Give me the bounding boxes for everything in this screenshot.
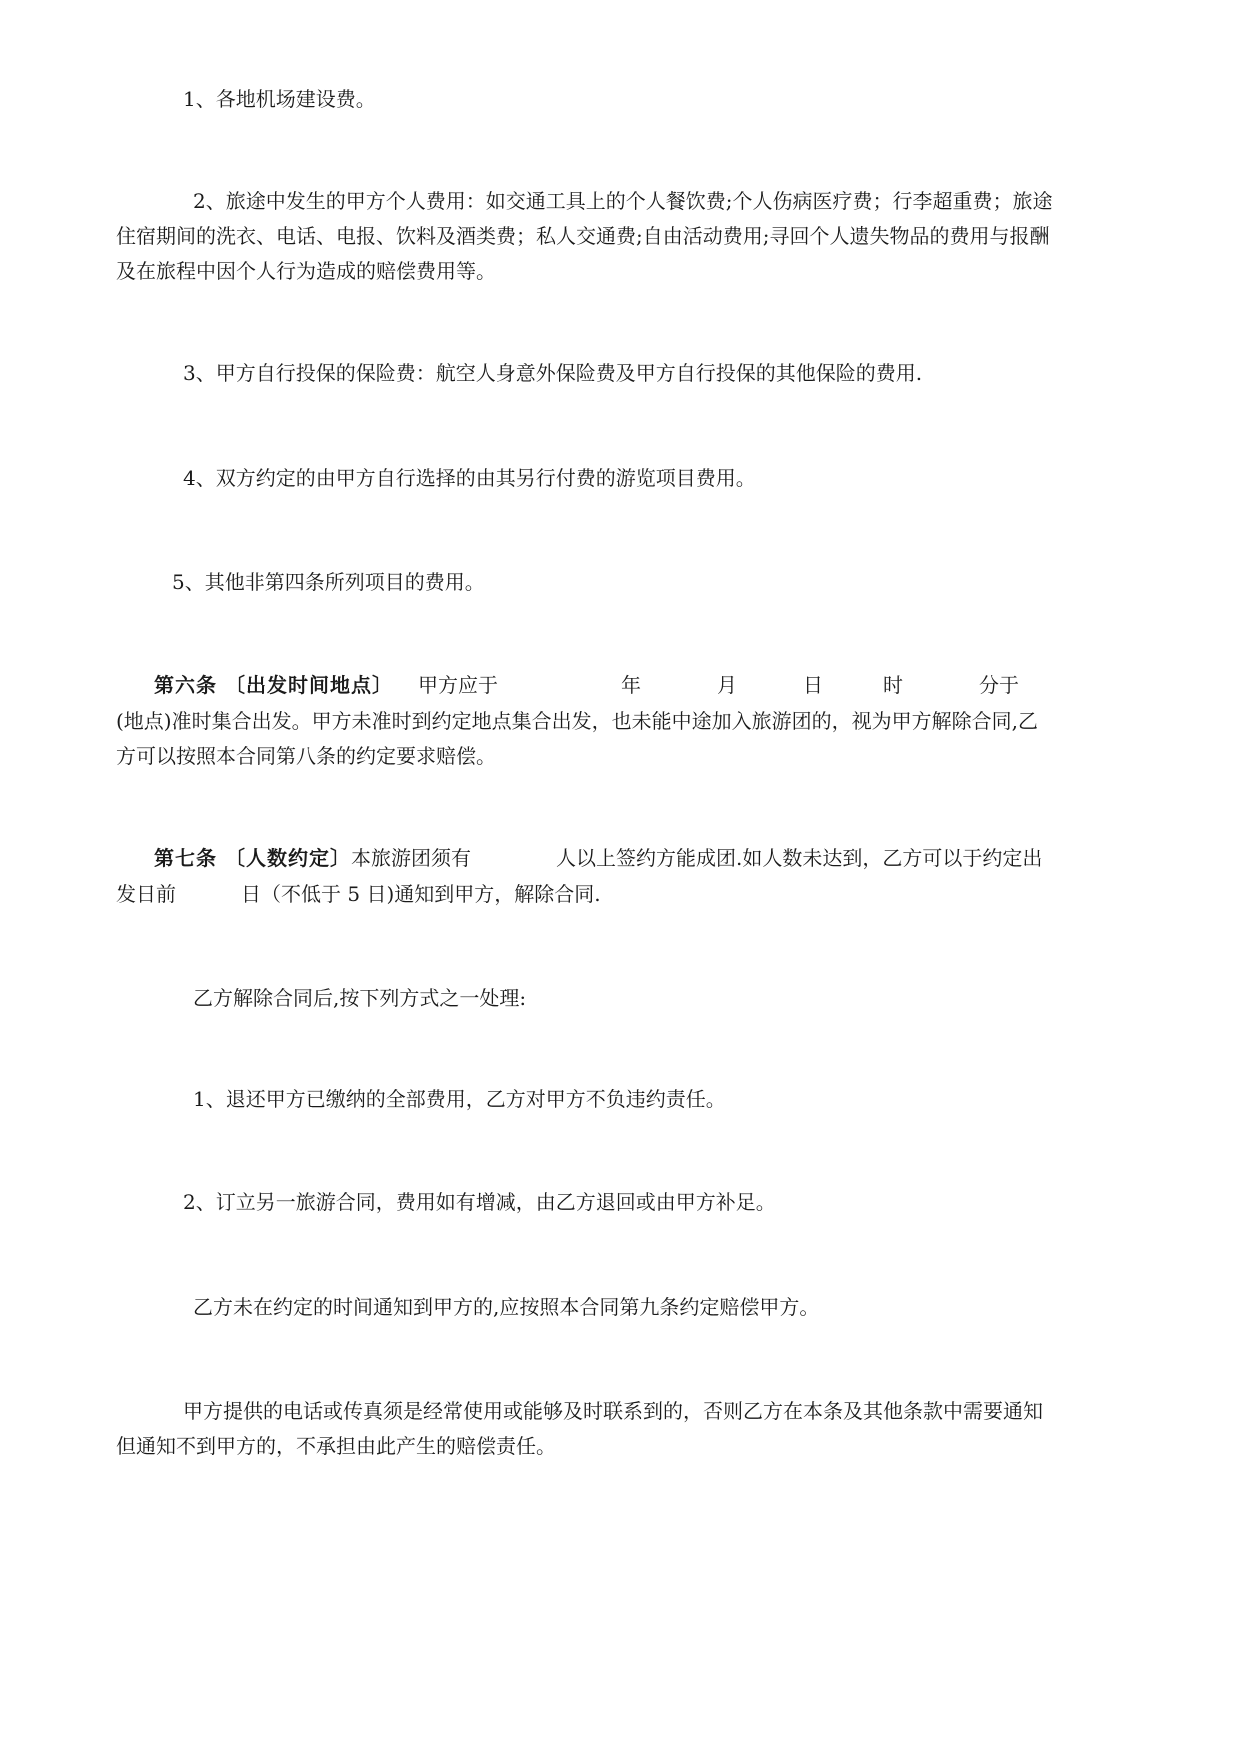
article-7-title: 第七条 〔人数约定〕 [154, 846, 351, 870]
item-4-optional-tours: 4、双方约定的由甲方自行选择的由其另行付费的游览项目费用。 [183, 466, 756, 490]
article-6-text-start: 甲方应于 [418, 673, 498, 697]
article-6-month: 月 [717, 673, 737, 697]
item-2-line-1: 2、旅途中发生的甲方个人费用：如交通工具上的个人餐饮费;个人伤病医疗费；行李超重费；旅途 [193, 189, 1053, 213]
item-2-line-2: 住宿期间的洗衣、电话、电报、饮料及酒类费；私人交通费;自由活动费用;寻回个人遗失物品的费用与报酬 [116, 224, 1050, 248]
article-6-minute-at: 分于 [979, 673, 1019, 697]
after-7-option-2: 2、订立另一旅游合同，费用如有增减，由乙方退回或由甲方补足。 [183, 1190, 776, 1214]
article-7-first-line [128, 840, 1132, 877]
article-6-line-2: (地点)准时集合出发。甲方未准时到约定地点集合出发，也未能中途加入旅游团的，视为甲方解除合同,乙 [116, 709, 1038, 733]
after-7-option-1: 1、退还甲方已缴纳的全部费用，乙方对甲方不负违约责任。 [193, 1087, 726, 1111]
item-1-airport-fee: 1、各地机场建设费。 [183, 87, 376, 111]
article-6-hour: 时 [883, 673, 903, 697]
article-6-first-line [128, 667, 1132, 704]
article-7-text-mid: 人以上签约方能成团.如人数未达到，乙方可以于约定出 [556, 846, 1043, 870]
item-2-line-3: 及在旅程中因个人行为造成的赔偿费用等。 [116, 259, 496, 283]
article-7-line-2-start: 发日前 [116, 882, 176, 906]
article-6-day: 日 [803, 673, 823, 697]
article-6-year: 年 [621, 673, 641, 697]
after-7-late-notice: 乙方未在约定的时间通知到甲方的,应按照本合同第九条约定赔偿甲方。 [193, 1295, 820, 1319]
after-7-contact-line-1: 甲方提供的电话或传真须是经常使用或能够及时联系到的，否则乙方在本条及其他条款中需要通知 [183, 1399, 1043, 1423]
after-7-contact-line-2: 但通知不到甲方的，不承担由此产生的赔偿责任。 [116, 1434, 556, 1458]
article-7-text-start: 本旅游团须有 [351, 846, 471, 870]
article-7-second-line [116, 876, 1120, 913]
article-7-line-2-end: 日（不低于 5 日)通知到甲方，解除合同. [241, 882, 601, 906]
item-5-other-fees: 5、其他非第四条所列项目的费用。 [172, 570, 485, 594]
article-6-line-3: 方可以按照本合同第八条的约定要求赔偿。 [116, 744, 496, 768]
item-3-insurance: 3、甲方自行投保的保险费：航空人身意外保险费及甲方自行投保的其他保险的费用. [183, 361, 923, 385]
after-7-intro: 乙方解除合同后,按下列方式之一处理: [193, 986, 527, 1010]
article-6-title: 第六条 〔出发时间地点〕 [154, 673, 393, 697]
